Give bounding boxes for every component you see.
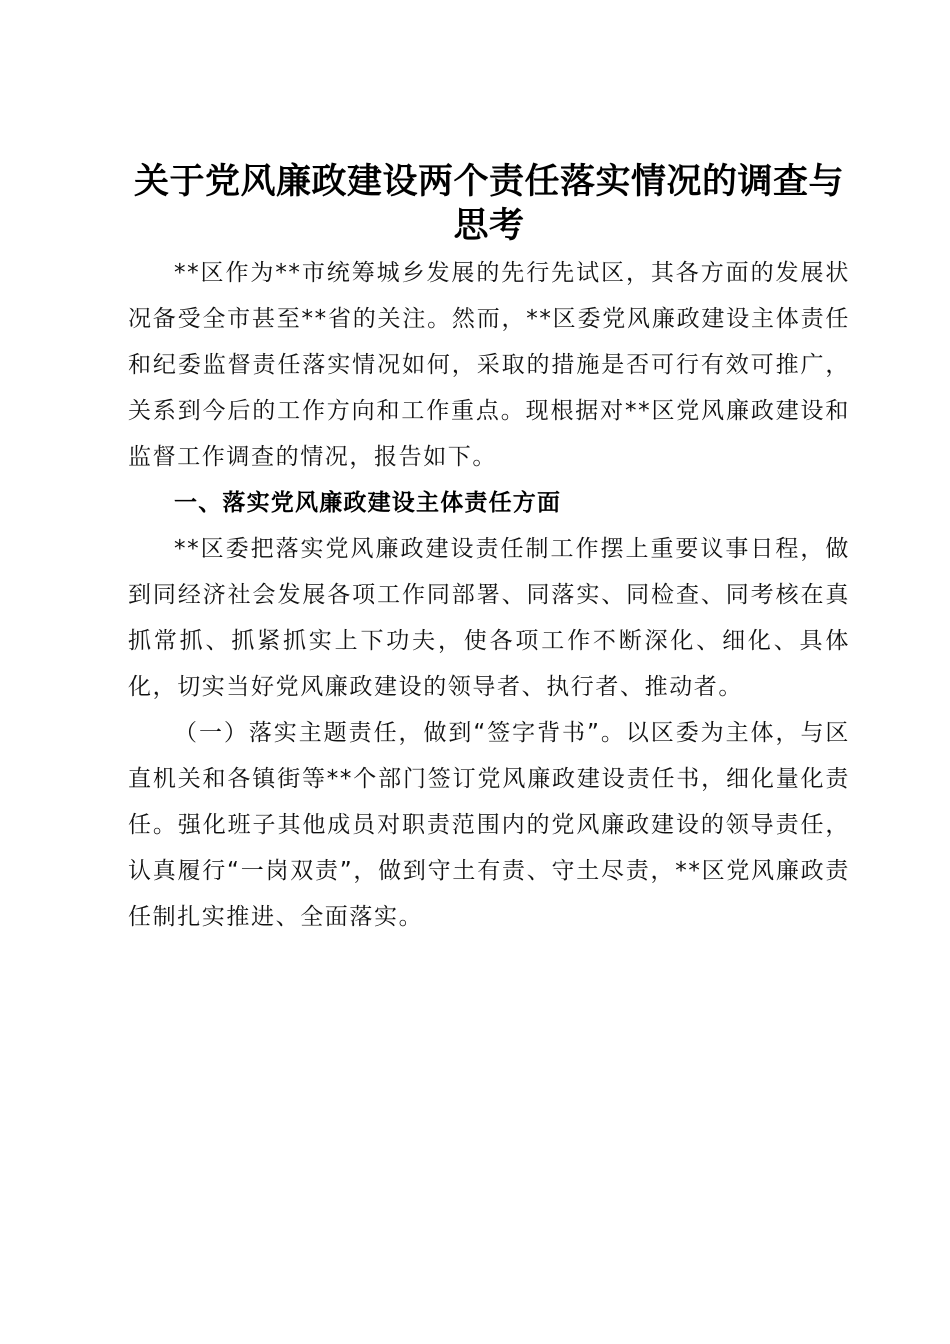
document-body — [128, 160, 850, 940]
document-title: 关于党风廉政建设两个责任落实情况的调查与思考 — [133, 161, 844, 246]
section-1-paragraph: **区委把落实党风廉政建设责任制工作摆上重要议事日程，做到同经济社会发展各项工作同部署、同落实、同检查、同考核在真抓常抓、抓紧抓实上下功夫，使各项工作不断深化、细化、具体化，切实当好党风廉政建设的领导者、执行者、推动者。 — [128, 536, 850, 700]
subsection-1-paragraph: （一）落实主题责任，做到“签字背书”。以区委为主体，与区直机关和各镇街等**个部门签订党风廉政建设责任书，细化量化责任。强化班子其他成员对职责范围内的党风廉政建设的领导责任，认真履行“一岗双责”，做到守土有责、守土尽责，**区党风廉政责任制扎实推进、全面落实。 — [128, 720, 850, 930]
section-heading-1: 一、落实党风廉政建设主体责任方面 — [174, 490, 562, 516]
intro-paragraph: **区作为**市统筹城乡发展的先行先试区，其各方面的发展状况备受全市甚至**省的关注。然而，**区委党风廉政建设主体责任和纪委监督责任落实情况如何，采取的措施是否可行有效可推广，关系到今后的工作方向和工作重点。现根据对**区党风廉政建设和监督工作调查的情况，报告如下。 — [128, 260, 850, 470]
